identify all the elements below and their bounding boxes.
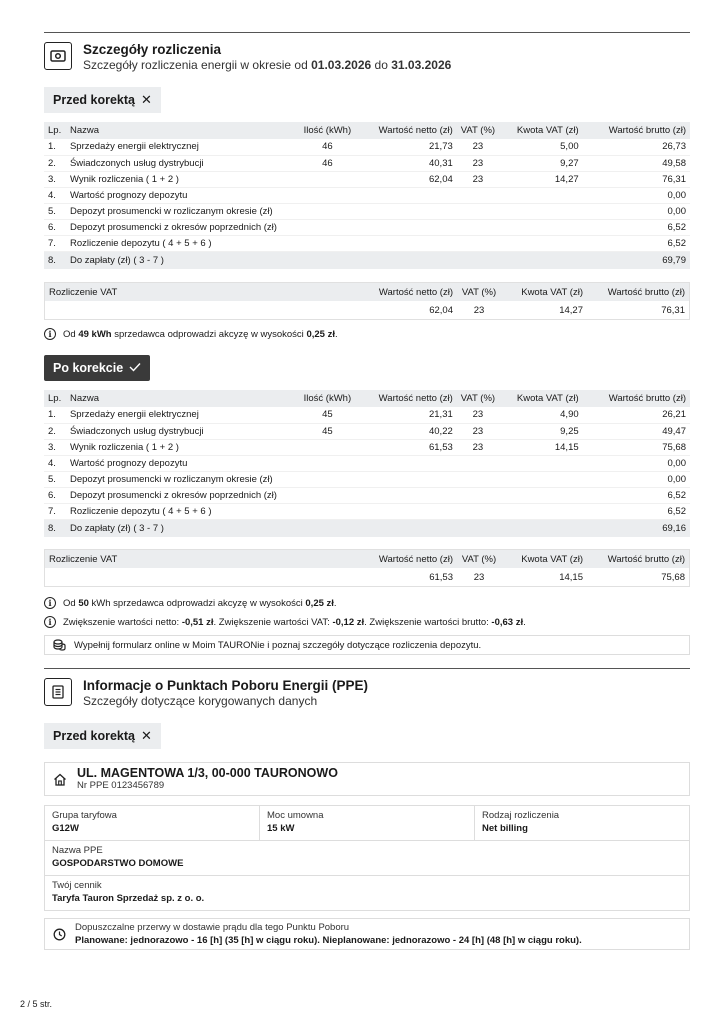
deposit-form-link[interactable]: Wypełnij formularz online w Moim TAURONie i poznaj szczegóły dotyczące rozliczenia depozytu. [44,635,690,655]
before-correction-chip[interactable]: Przed korektą ✕ [44,87,161,113]
table-cell: 6,52 [583,503,690,519]
excise-note-before: i Od 49 kWh sprzedawca odprowadzi akcyzę w wysokości 0,25 zł . [44,328,338,340]
table-cell: 23 [457,171,499,187]
column-header: Kwota VAT (zł) [499,122,583,139]
table-cell: 62,04 [357,171,456,187]
table-cell: 46 [297,155,357,171]
table-cell: 45 [297,407,357,423]
coins-icon [53,639,66,651]
table-cell: 23 [457,439,499,455]
ppe-name-cell: Nazwa PPE GOSPODARSTWO DOMOWE [44,840,690,876]
table-cell [457,235,499,251]
table-cell: 14,15 [499,439,583,455]
settlement-title: Szczegóły rozliczenia [83,42,222,57]
table-cell: Wynik rozliczenia ( 1 + 2 ) [66,439,297,455]
table-cell [499,471,583,487]
column-header: Wartość brutto (zł) [583,390,690,407]
table-cell: 3. [44,439,66,455]
ppe-title: Informacje o Punktach Poboru Energii (PPE) [83,678,369,693]
table-cell [357,503,456,519]
column-header: VAT (%) [461,286,497,298]
ppe-before-correction-chip[interactable]: Przed korektą ✕ [44,723,161,749]
vat-label: Rozliczenie VAT [49,553,118,565]
table-cell [297,471,357,487]
section-divider [44,32,690,33]
table-cell [357,487,456,503]
table-cell: 1. [44,407,66,423]
table-cell [357,251,456,269]
column-header: Wartość netto (zł) [378,553,453,565]
column-header: VAT (%) [457,122,499,139]
table-cell [297,439,357,455]
table-cell [357,235,456,251]
table-cell [457,203,499,219]
table-cell [499,455,583,471]
table-cell: 0,00 [583,203,690,219]
table-row [44,503,690,519]
vat-box-before [44,282,690,320]
table-cell: 49,58 [583,155,690,171]
table-cell [357,471,456,487]
table-cell [297,519,357,537]
table-row [44,423,690,439]
table-cell: 0,00 [583,455,690,471]
vat-cell: 75,68 [661,571,685,583]
table-cell: 6,52 [583,487,690,503]
info-icon: i [44,616,56,628]
table-cell: 14,27 [499,171,583,187]
column-header: VAT (%) [461,553,497,565]
table-cell [499,519,583,537]
table-cell [297,455,357,471]
table-cell [499,487,583,503]
date-to: 31.03.2026 [391,58,452,72]
table-row [44,407,690,423]
column-header: Nazwa [66,122,297,139]
ppe-address-box [44,762,690,796]
table-row [44,203,690,219]
vat-value-row [45,568,689,586]
table-cell [499,251,583,269]
table-cell [297,235,357,251]
table-cell [457,251,499,269]
table-cell [457,519,499,537]
table-cell: Depozyt prosumencki w rozliczanym okresie (zł) [66,471,297,487]
table-cell [297,203,357,219]
table-cell: 4. [44,455,66,471]
column-header: VAT (%) [457,390,499,407]
table-cell: 23 [457,407,499,423]
section-divider [44,668,690,669]
table-cell: Do zapłaty (zł) ( 3 - 7 ) [66,251,297,269]
column-header: Kwota VAT (zł) [499,390,583,407]
column-header: Wartość brutto (zł) [583,122,690,139]
column-header: Lp. [44,122,66,139]
table-cell [357,519,456,537]
table-cell: 6. [44,219,66,235]
check-icon [129,361,141,375]
after-correction-chip[interactable]: Po korekcie [44,355,150,381]
table-cell [457,187,499,203]
table-cell: 49,47 [583,423,690,439]
excise-note-after: i Od 50 kWh sprzedawca odprowadzi akcyzę w wysokości 0,25 zł . [44,597,337,609]
clock-icon [53,928,66,941]
change-note: i Zwiększenie wartości netto: -0,51 zł . Zwiększenie wartości VAT: -0,12 zł . Zwiększenie wartości brutto: -0,63 zł . [44,616,526,628]
settlement-header [44,42,451,73]
table-cell: Rozliczenie depozytu ( 4 + 5 + 6 ) [66,235,297,251]
table-row [44,455,690,471]
table-cell [499,203,583,219]
table-cell: Depozyt prosumencki z okresów poprzednich (zł) [66,219,297,235]
table-cell [297,503,357,519]
vat-label: Rozliczenie VAT [49,286,118,298]
table-cell: Wynik rozliczenia ( 1 + 2 ) [66,171,297,187]
column-header: Wartość netto (zł) [357,390,456,407]
table-cell: 8. [44,519,66,537]
vat-value-row [45,301,689,319]
column-header: Wartość brutto (zł) [607,286,685,298]
vat-header-row [45,283,689,301]
pricelist-cell: Twój cennik Taryfa Tauron Sprzedaż sp. z o. o. [44,875,690,911]
table-row [44,139,690,155]
table-cell [297,187,357,203]
vat-cell: 14,27 [559,304,583,316]
table-cell [297,219,357,235]
table-cell: 21,73 [357,139,456,155]
column-header: Ilość (kWh) [297,390,357,407]
table-cell: Depozyt prosumencki w rozliczanym okresie (zł) [66,203,297,219]
table-cell: 7. [44,503,66,519]
table-cell [457,455,499,471]
table-cell: 2. [44,155,66,171]
table-cell: 40,22 [357,423,456,439]
table-cell [357,187,456,203]
table-cell: Rozliczenie depozytu ( 4 + 5 + 6 ) [66,503,297,519]
table-row [44,155,690,171]
table-cell: 4. [44,187,66,203]
table-cell: 45 [297,423,357,439]
date-from: 01.03.2026 [311,58,372,72]
table-cell: Wartość prognozy depozytu [66,187,297,203]
table-cell: Sprzedaży energii elektrycznej [66,407,297,423]
table-cell: 5. [44,203,66,219]
table-row [44,439,690,455]
table-cell [297,487,357,503]
table-row [44,519,690,537]
table-cell: 6,52 [583,235,690,251]
contract-power-cell: Moc umowna 15 kW [259,805,475,841]
column-header: Kwota VAT (zł) [521,553,583,565]
table-cell: 7. [44,235,66,251]
table-cell [499,219,583,235]
table-cell: 23 [457,423,499,439]
ppe-number: Nr PPE 0123456789 [77,780,165,791]
table-cell: 9,27 [499,155,583,171]
settlement-type-cell: Rodzaj rozliczenia Net billing [474,805,690,841]
table-cell: Świadczonych usług dystrybucji [66,155,297,171]
settlement-table-after [44,390,690,537]
table-cell: 75,68 [583,439,690,455]
table-cell: 6,52 [583,219,690,235]
vat-cell: 61,53 [429,571,453,583]
table-header-row [44,390,690,407]
ppe-subtitle: Szczegóły dotyczące korygowanych danych [83,694,318,708]
table-cell: Sprzedaży energii elektrycznej [66,139,297,155]
money-icon [44,42,72,70]
table-cell [457,487,499,503]
close-icon[interactable]: ✕ [140,728,152,743]
table-cell [457,219,499,235]
table-cell [297,171,357,187]
table-cell: 5. [44,471,66,487]
home-icon [53,773,67,786]
ppe-address: UL. MAGENTOWA 1/3, 00-000 TAURONOWO [77,766,338,780]
settlement-subtitle: Szczegóły rozliczenia energii w okresie od 01.03.2026 do 31.03.2026 [83,58,452,72]
settlement-table-before [44,122,690,269]
table-cell: 1. [44,139,66,155]
table-cell: 21,31 [357,407,456,423]
table-row [44,235,690,251]
table-cell: 9,25 [499,423,583,439]
table-cell: Depozyt prosumencki z okresów poprzednich (zł) [66,487,297,503]
table-row [44,219,690,235]
column-header: Wartość netto (zł) [378,286,453,298]
column-header: Ilość (kWh) [297,122,357,139]
table-header-row [44,122,690,139]
table-cell [499,503,583,519]
table-cell: 40,31 [357,155,456,171]
table-cell: Wartość prognozy depozytu [66,455,297,471]
vat-box-after [44,549,690,587]
table-cell: Do zapłaty (zł) ( 3 - 7 ) [66,519,297,537]
table-cell: 0,00 [583,187,690,203]
tariff-group-cell: Grupa taryfowa G12W [44,805,260,841]
table-cell: 5,00 [499,139,583,155]
table-cell: 76,31 [583,171,690,187]
column-header: Lp. [44,390,66,407]
table-cell [499,235,583,251]
table-cell [457,503,499,519]
table-cell: Świadczonych usług dystrybucji [66,423,297,439]
table-cell: 23 [457,139,499,155]
outage-info-box: Dopuszczalne przerwy w dostawie prądu dla tego Punktu Poboru Planowane: jednorazowo - 16 [h] (35 [h] w ciągu roku). Nieplanowane: jednorazowo - 24 [h] (48 [h] w ciągu roku). [44,918,690,950]
page-number: 2 / 5 str. [20,999,53,1009]
table-cell [357,219,456,235]
column-header: Nazwa [66,390,297,407]
table-row [44,187,690,203]
vat-cell: 23 [473,304,485,316]
table-cell [457,471,499,487]
table-row [44,487,690,503]
info-icon: i [44,597,56,609]
table-cell: 8. [44,251,66,269]
vat-header-row [45,550,689,568]
table-cell [357,455,456,471]
table-cell: 61,53 [357,439,456,455]
vat-cell: 76,31 [661,304,685,316]
vat-cell: 23 [473,571,485,583]
table-cell: 2. [44,423,66,439]
close-icon[interactable]: ✕ [140,92,152,107]
table-cell: 46 [297,139,357,155]
table-cell: 4,90 [499,407,583,423]
column-header: Wartość netto (zł) [357,122,456,139]
column-header: Kwota VAT (zł) [521,286,583,298]
table-cell: 23 [457,155,499,171]
document-list-icon [44,678,72,706]
table-cell: 26,21 [583,407,690,423]
table-cell: 3. [44,171,66,187]
table-cell [499,187,583,203]
table-row [44,471,690,487]
table-row [44,171,690,187]
info-icon: i [44,328,56,340]
table-cell: 0,00 [583,471,690,487]
table-cell [297,251,357,269]
table-row [44,251,690,269]
column-header: Wartość brutto (zł) [607,553,685,565]
table-cell: 6. [44,487,66,503]
table-cell: 69,16 [583,519,690,537]
table-cell: 69,79 [583,251,690,269]
ppe-header [44,678,368,709]
vat-cell: 14,15 [559,571,583,583]
vat-cell: 62,04 [429,304,453,316]
table-cell: 26,73 [583,139,690,155]
table-cell [357,203,456,219]
